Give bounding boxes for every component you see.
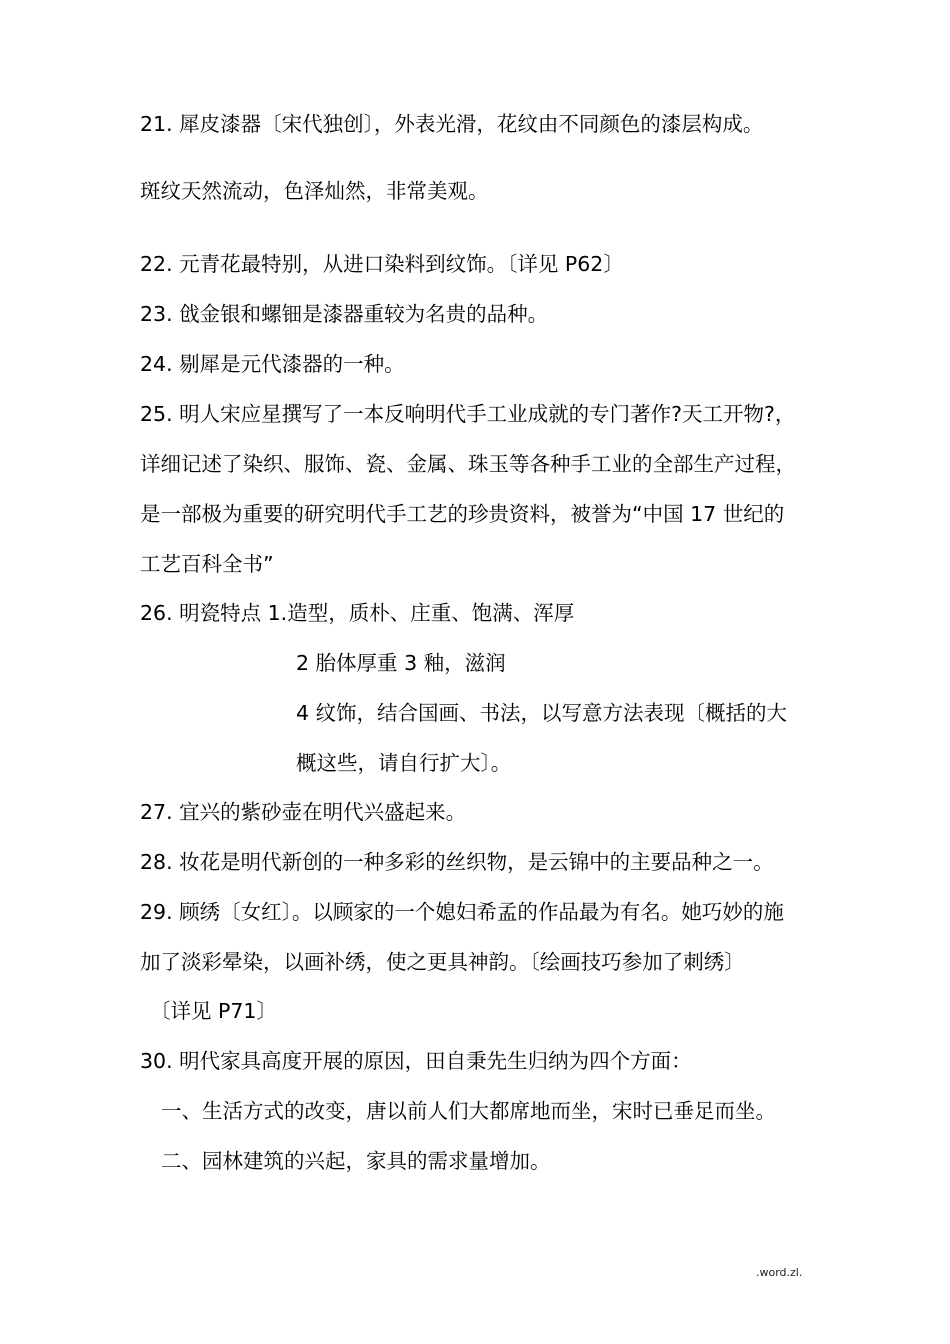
text-line-26d: 概这些，请自行扩大〕。: [296, 751, 512, 775]
text-line-26b: 2 胎体厚重 3 釉，滋润: [296, 651, 506, 675]
text-line-29a: 29. 顾绣〔女红〕。以顾家的一个媳妇希孟的作品最为有名。她巧妙的施: [140, 900, 784, 924]
text-line-28: 28. 妆花是明代新创的一种多彩的丝织物，是云锦中的主要品种之一。: [140, 850, 774, 874]
text-line-24: 24. 剔犀是元代漆器的一种。: [140, 352, 405, 376]
text-line-25b: 详细记述了染织、服饰、瓷、金属、珠玉等各种手工业的全部生产过程，: [140, 452, 796, 476]
text-line-25d: 工艺百科全书”: [140, 552, 274, 576]
text-line-26a: 26. 明瓷特点 1.造型，质朴、庄重、饱满、浑厚: [140, 601, 575, 625]
text-line-21b: 斑纹天然流动，色泽灿然，非常美观。: [140, 179, 489, 203]
text-line-21a: 21. 犀皮漆器〔宋代独创〕，外表光滑，花纹由不同颜色的漆层构成。: [140, 112, 764, 136]
text-line-23: 23. 戗金银和螺钿是漆器重较为名贵的品种。: [140, 302, 549, 326]
text-line-29c: 〔详见 P71〕: [150, 999, 277, 1023]
text-line-30a: 一、生活方式的改变，唐以前人们大都席地而坐，宋时已垂足而坐。: [161, 1099, 776, 1123]
text-line-22: 22. 元青花最特别，从进口染料到纹饰。〔详见 P62〕: [140, 252, 624, 276]
text-line-30b: 二、园林建筑的兴起，家具的需求量增加。: [161, 1149, 551, 1173]
text-line-26c: 4 纹饰，结合国画、书法，以写意方法表现〔概括的大: [296, 701, 788, 725]
text-line-27: 27. 宜兴的紫砂壶在明代兴盛起来。: [140, 800, 467, 824]
text-line-25a: 25. 明人宋应星撰写了一本反响明代手工业成就的专门著作?天工开物?，: [140, 402, 796, 426]
page-footer: .word.zl.: [756, 1266, 803, 1279]
text-line-29b: 加了淡彩晕染，以画补绣，使之更具神韵。〔绘画技巧参加了刺绣〕: [140, 950, 745, 974]
text-line-30: 30. 明代家具高度开展的原因，田自秉先生归纳为四个方面：: [140, 1049, 692, 1073]
text-line-25c: 是一部极为重要的研究明代手工艺的珍贵资料，被誉为“中国 17 世纪的: [140, 502, 785, 526]
